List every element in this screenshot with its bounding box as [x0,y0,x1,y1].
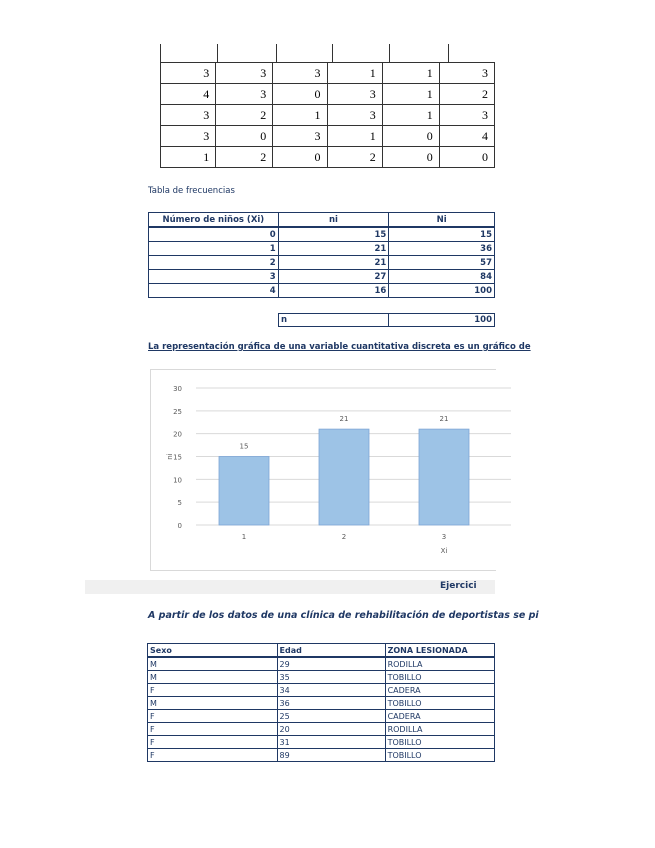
value-cell: 3 [216,63,273,84]
value-cell: 0 [273,84,327,105]
edad-cell: 36 [277,697,385,710]
edad-cell: 25 [277,710,385,723]
header-cumulative-ni: Ni [389,213,495,228]
header-zona: ZONA LESIONADA [385,644,494,658]
column-divider [217,44,218,62]
value-cell: 3 [216,84,273,105]
raw-data-row [161,105,495,126]
value-cell: 3 [161,126,216,147]
y-tick-label: 30 [173,385,182,393]
value-cell: 4 [161,84,216,105]
y-tick-label: 5 [177,499,182,508]
patient-row [148,671,495,684]
value-cell: 3 [327,84,382,105]
raw-data-row [161,63,495,84]
edad-cell: 35 [277,671,385,684]
xi-cell: 2 [149,256,279,270]
value-cell: 3 [161,63,216,84]
n-value: 100 [389,314,495,327]
ni-cell: 27 [278,270,389,284]
y-axis-label: ni [166,453,174,460]
edad-cell: 31 [277,736,385,749]
ni-cell: 15 [278,227,389,242]
value-cell: 3 [273,63,327,84]
cumulative-ni-cell: 57 [389,256,495,270]
edad-cell: 20 [277,723,385,736]
bar [419,429,469,525]
data-label: 21 [339,415,349,424]
raw-data-row [161,147,495,168]
sexo-cell: F [148,710,278,723]
frequency-row [149,256,495,270]
sexo-cell: M [148,697,278,710]
sexo-cell: F [148,736,278,749]
column-divider [276,44,277,62]
sexo-cell: F [148,684,278,697]
section-title: Ejercici [440,581,477,591]
patients-table-region [147,643,495,771]
x-tick-label: 1 [241,533,247,541]
bar-chart [151,370,511,570]
chart-intro-text: La representación gráfica de una variable cuantitativa discreta es un gráfico de [148,342,531,352]
header-edad: Edad [277,644,385,658]
value-cell: 1 [382,105,439,126]
edad-cell: 89 [277,749,385,762]
value-cell: 2 [327,147,382,168]
value-cell: 1 [327,126,382,147]
section-band [85,580,495,594]
patient-row [148,723,495,736]
column-divider [448,44,449,62]
column-divider [332,44,333,62]
value-cell: 1 [327,63,382,84]
raw-data-row [161,84,495,105]
cumulative-ni-cell: 36 [389,242,495,256]
value-cell: 1 [382,84,439,105]
zona-cell: CADERA [385,684,494,697]
raw-data-table [160,62,495,168]
value-cell: 3 [327,105,382,126]
value-cell: 3 [161,105,216,126]
data-label: 21 [439,415,449,424]
patient-row [148,710,495,723]
xi-cell: 3 [149,270,279,284]
bar [319,429,369,525]
zona-cell: TOBILLO [385,697,494,710]
bar [219,457,269,526]
n-label: n [279,314,389,327]
header-xi: Número de niños (Xi) [149,213,279,228]
zona-cell: CADERA [385,710,494,723]
frequency-table-region [148,212,495,302]
cumulative-ni-cell: 15 [389,227,495,242]
xi-cell: 4 [149,284,279,298]
y-tick-label: 10 [173,476,182,485]
y-tick-label: 15 [173,453,182,462]
frequency-table-caption: Tabla de frecuencias [148,186,235,196]
sexo-cell: M [148,657,278,671]
exercise-intro: A partir de los datos de una clínica de rehabilitación de deportistas se pi [148,610,539,621]
patient-row [148,736,495,749]
patients-table [147,643,495,762]
edad-cell: 34 [277,684,385,697]
frequency-row [149,242,495,256]
raw-data-table-region [160,44,495,166]
value-cell: 2 [216,147,273,168]
patient-row [148,749,495,762]
patient-row [148,697,495,710]
xi-cell: 1 [149,242,279,256]
column-divider [389,44,390,62]
sexo-cell: F [148,723,278,736]
cumulative-ni-cell: 84 [389,270,495,284]
frequency-row [149,284,495,298]
ni-cell: 16 [278,284,389,298]
value-cell: 1 [382,63,439,84]
frequency-row [149,270,495,284]
x-axis-label: Xi [440,547,448,555]
total-n-region [278,313,495,329]
x-tick-label: 2 [341,533,347,541]
y-tick-label: 25 [173,407,182,416]
value-cell: 3 [439,105,494,126]
zona-cell: TOBILLO [385,671,494,684]
value-cell: 2 [439,84,494,105]
value-cell: 2 [216,105,273,126]
value-cell: 0 [216,126,273,147]
value-cell: 1 [273,105,327,126]
total-n-table [278,313,495,327]
value-cell: 0 [439,147,494,168]
value-cell: 0 [382,126,439,147]
header-ni: ni [278,213,389,228]
bar-chart-container [150,369,496,571]
y-tick-label: 20 [173,430,182,439]
value-cell: 0 [382,147,439,168]
ni-cell: 21 [278,256,389,270]
zona-cell: RODILLA [385,723,494,736]
header-sexo: Sexo [148,644,278,658]
value-cell: 3 [439,63,494,84]
value-cell: 3 [273,126,327,147]
patient-row [148,657,495,671]
x-tick-label: 3 [441,533,447,541]
value-cell: 1 [161,147,216,168]
frequency-table [148,212,495,298]
raw-data-row [161,126,495,147]
xi-cell: 0 [149,227,279,242]
zona-cell: RODILLA [385,657,494,671]
sexo-cell: M [148,671,278,684]
value-cell: 4 [439,126,494,147]
data-label: 15 [239,442,249,451]
edad-cell: 29 [277,657,385,671]
cumulative-ni-cell: 100 [389,284,495,298]
frequency-row [149,227,495,242]
sexo-cell: F [148,749,278,762]
value-cell: 0 [273,147,327,168]
y-tick-label: 0 [177,522,182,530]
column-divider [160,44,161,62]
ni-cell: 21 [278,242,389,256]
patient-row [148,684,495,697]
zona-cell: TOBILLO [385,736,494,749]
zona-cell: TOBILLO [385,749,494,762]
